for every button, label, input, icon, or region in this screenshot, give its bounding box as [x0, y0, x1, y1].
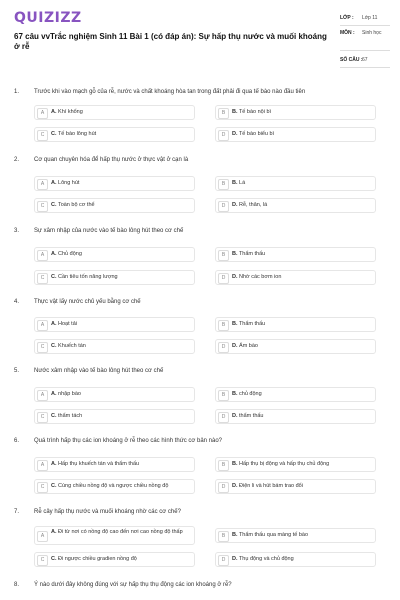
- option-letter: B: [218, 531, 229, 542]
- option-a[interactable]: [34, 105, 195, 120]
- option-letter: D: [218, 201, 229, 212]
- option-text: Hoạt tải: [58, 321, 77, 327]
- worksheet-title: 67 câu vvTrắc nghiệm Sinh 11 Bài 1 (có đáp án): Sự hấp thụ nước và muối khoáng ở rễ: [14, 32, 327, 51]
- subject-label: MÔN :: [340, 30, 355, 36]
- question-number: 3.: [14, 228, 20, 234]
- option-text: Hấp thụ khuếch tán và thẩm thấu: [58, 461, 140, 467]
- option-letter: B: [218, 390, 229, 401]
- option-text: Tế bào lông hút: [57, 131, 97, 137]
- class-value: Lớp 11: [362, 15, 378, 21]
- question-number: 2.: [14, 157, 20, 163]
- option-text: Nhờ các bơm ion: [239, 274, 282, 280]
- option-b[interactable]: [215, 387, 376, 402]
- option-letter: B: [218, 320, 229, 331]
- subject-value: Sinh học: [362, 30, 382, 36]
- option-letter: A: [37, 460, 48, 471]
- option-text: Thẩm thấu: [238, 251, 266, 257]
- option-prefix: B.: [232, 391, 238, 397]
- option-prefix: C.: [51, 131, 57, 137]
- option-prefix: A.: [51, 109, 57, 115]
- question-count-label: SỐ CÂU :: [340, 57, 363, 63]
- option-c[interactable]: [34, 198, 195, 213]
- option-prefix: B.: [232, 461, 238, 467]
- option-text: Khuếch tán: [58, 343, 86, 349]
- question-text: Rễ cây hấp thụ nước và muối khoáng nhờ các cơ chế?: [34, 509, 181, 515]
- question-number: 6.: [14, 438, 20, 444]
- option-c[interactable]: [34, 479, 195, 494]
- option-letter: C: [37, 130, 48, 141]
- option-prefix: B.: [232, 251, 238, 257]
- option-letter: C: [37, 482, 48, 493]
- option-text: Lá: [239, 180, 246, 186]
- option-c[interactable]: [34, 270, 195, 285]
- option-d[interactable]: [215, 409, 376, 424]
- option-text: Điện li và hút bám trao đổi: [239, 483, 303, 489]
- option-text: Đi ngược chiều gradien nồng độ: [58, 556, 137, 562]
- option-prefix: D.: [232, 274, 238, 280]
- option-letter: B: [218, 179, 229, 190]
- option-prefix: C.: [51, 274, 57, 280]
- question-text: Ý nào dưới đây không đúng với sự hấp thụ thụ động các ion khoáng ở rễ?: [34, 582, 232, 588]
- option-letter: D: [218, 482, 229, 493]
- option-a[interactable]: [34, 457, 195, 472]
- option-letter: A: [37, 108, 48, 119]
- question-number: 5.: [14, 368, 20, 374]
- option-letter: B: [218, 460, 229, 471]
- option-prefix: B.: [232, 180, 238, 186]
- option-text: Tế bào nội bì: [238, 109, 272, 115]
- option-prefix: D.: [232, 343, 238, 349]
- option-text: Cùng chiều nồng độ và ngược chiều nồng độ: [58, 483, 169, 489]
- option-letter: C: [37, 555, 48, 566]
- option-prefix: D.: [232, 556, 238, 562]
- option-d[interactable]: [215, 479, 376, 494]
- question-text: Thực vật lấy nước chủ yếu bằng cơ chế: [34, 299, 141, 305]
- option-text: Chủ động: [58, 251, 82, 257]
- option-prefix: D.: [232, 413, 238, 419]
- option-b[interactable]: [215, 105, 376, 120]
- option-prefix: C.: [51, 483, 57, 489]
- option-text: Thẩm thấu: [238, 321, 266, 327]
- option-letter: D: [218, 342, 229, 353]
- option-d[interactable]: [215, 198, 376, 213]
- question-number: 7.: [14, 509, 20, 515]
- option-letter: C: [37, 342, 48, 353]
- option-text: Toàn bộ cơ thể: [57, 202, 95, 208]
- option-text: chủ động: [239, 391, 262, 397]
- option-letter: B: [218, 108, 229, 119]
- option-a[interactable]: [34, 247, 195, 262]
- option-prefix: A.: [51, 391, 57, 397]
- option-a[interactable]: [34, 387, 195, 402]
- option-text: Rễ, thân, lá: [239, 202, 268, 208]
- meta-divider: [340, 50, 390, 51]
- option-b[interactable]: [215, 528, 376, 543]
- option-letter: D: [218, 555, 229, 566]
- option-text: thẩm thấu: [239, 413, 264, 419]
- option-text: Đi từ nơi có nồng độ cao đến nơi cao nồng độ thấp: [58, 529, 183, 535]
- option-letter: C: [37, 201, 48, 212]
- option-d[interactable]: [215, 127, 376, 142]
- option-c[interactable]: [34, 127, 195, 142]
- option-letter: A: [37, 179, 48, 190]
- question-text: Sự xâm nhập của nước vào tế bào lông hút theo cơ chế: [34, 228, 184, 234]
- question-number: 1.: [14, 89, 20, 95]
- option-letter: C: [37, 273, 48, 284]
- question-number: 4.: [14, 299, 20, 305]
- option-a[interactable]: [34, 526, 195, 545]
- option-prefix: A.: [51, 461, 57, 467]
- option-d[interactable]: [215, 552, 376, 567]
- question-count-value: 67: [362, 57, 368, 63]
- option-text: Hấp thụ bị động và hấp thụ chủ động: [239, 461, 330, 467]
- option-prefix: A.: [51, 529, 57, 535]
- option-prefix: A.: [51, 321, 57, 327]
- option-b[interactable]: [215, 457, 376, 472]
- question-text: Trước khi vào mạch gỗ của rễ, nước và chất khoáng hòa tan trong đất phải đi qua tế bào nào đầu tiên: [34, 89, 306, 95]
- quizizz-logo[interactable]: QUIZIZZ: [14, 10, 82, 26]
- question-number: 8.: [14, 582, 20, 588]
- option-text: Lông hút: [58, 180, 80, 186]
- option-prefix: D.: [232, 131, 238, 137]
- option-c[interactable]: [34, 339, 195, 354]
- option-text: Thụ động và chủ động: [238, 556, 294, 562]
- option-letter: A: [37, 320, 48, 331]
- option-text: Thẩm thấu qua màng tế bào: [238, 532, 309, 538]
- option-prefix: B.: [232, 109, 238, 115]
- meta-divider: [340, 67, 390, 68]
- question-text: Quá trình hấp thụ các ion khoáng ở rễ theo các hình thức cơ bản nào?: [34, 438, 223, 444]
- option-text: Tế bào biểu bì: [238, 131, 275, 137]
- option-text: Ẩm bào: [239, 343, 258, 349]
- option-letter: D: [218, 130, 229, 141]
- option-prefix: C.: [51, 343, 57, 349]
- option-letter: C: [37, 412, 48, 423]
- option-text: Khí khổng: [58, 109, 83, 115]
- option-b[interactable]: [215, 317, 376, 332]
- question-text: Nước xâm nhập vào tế bào lông hút theo cơ chế: [34, 368, 164, 374]
- option-b[interactable]: [215, 247, 376, 262]
- option-letter: A: [37, 531, 48, 542]
- option-text: thẩm tách: [58, 413, 83, 419]
- option-prefix: C.: [51, 202, 57, 208]
- option-letter: D: [218, 412, 229, 423]
- option-d[interactable]: [215, 339, 376, 354]
- option-c[interactable]: [34, 409, 195, 424]
- option-letter: A: [37, 250, 48, 261]
- option-prefix: C.: [51, 413, 57, 419]
- class-label: LỚP :: [340, 15, 354, 21]
- option-a[interactable]: [34, 176, 195, 191]
- option-prefix: A.: [51, 180, 57, 186]
- option-prefix: C.: [51, 556, 57, 562]
- meta-divider: [340, 25, 390, 26]
- option-text: Cần tiêu tốn năng lượng: [58, 274, 118, 280]
- option-b[interactable]: [215, 176, 376, 191]
- option-prefix: D.: [232, 483, 238, 489]
- option-d[interactable]: [215, 270, 376, 285]
- option-prefix: A.: [51, 251, 57, 257]
- option-c[interactable]: [34, 552, 195, 567]
- option-text: nhập bào: [58, 391, 81, 397]
- option-letter: A: [37, 390, 48, 401]
- option-prefix: D.: [232, 202, 238, 208]
- option-a[interactable]: [34, 317, 195, 332]
- option-prefix: B.: [232, 532, 238, 538]
- worksheet-header: [0, 0, 400, 75]
- option-letter: B: [218, 250, 229, 261]
- question-text: Cơ quan chuyên hóa để hấp thụ nước ở thực vật ở cạn là: [34, 157, 189, 163]
- option-letter: D: [218, 273, 229, 284]
- option-prefix: B.: [232, 321, 238, 327]
